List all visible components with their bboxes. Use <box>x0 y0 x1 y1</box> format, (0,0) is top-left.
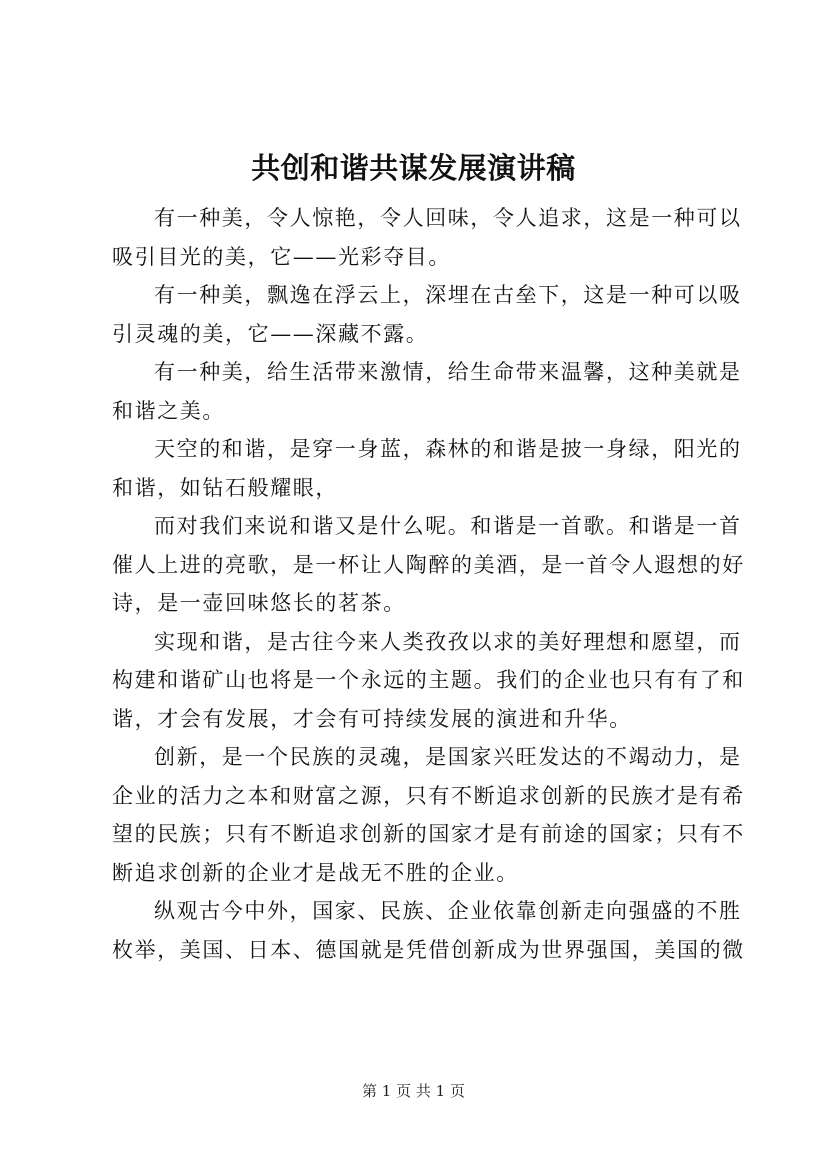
paragraph-4 <box>112 430 742 507</box>
paragraph-line: 枚举，美国、日本、德国就是凭借创新成为世界强国，美国的微 <box>112 937 745 962</box>
paragraph-2 <box>112 276 742 353</box>
paragraph-line: 构建和谐矿山也将是一个永远的主题。我们的企业也只有有了和 <box>112 668 745 692</box>
paragraph-line: 望的民族；只有不断追求创新的国家才是有前途的国家；只有不 <box>112 822 745 846</box>
paragraph-8 <box>112 892 745 969</box>
paragraph-1 <box>112 199 742 276</box>
paragraph-3 <box>112 353 742 430</box>
paragraph-line: 引灵魂的美，它——深藏不露。 <box>112 321 429 346</box>
paragraph-7 <box>112 738 745 892</box>
paragraph-line: 实现和谐，是古往今来人类孜孜以求的美好理想和愿望，而 <box>154 629 742 654</box>
paragraph-line: 催人上进的亮歌，是一杯让人陶醉的美酒，是一首令人遐想的好 <box>112 552 745 577</box>
paragraph-line: 谐，才会有发展，才会有可持续发展的演进和升华。 <box>112 706 632 731</box>
paragraph-line: 和谐，如钻石般耀眼， <box>112 475 338 500</box>
document-body <box>112 199 745 969</box>
document-title: 共创和谐共谋发展演讲稿 <box>251 151 576 185</box>
paragraph-line: 有一种美，飘逸在浮云上，深埋在古垒下，这是一种可以吸 <box>154 283 742 307</box>
paragraph-line: 诗，是一壶回味悠长的茗茶。 <box>112 591 406 615</box>
paragraph-5 <box>112 507 745 623</box>
paragraph-line: 企业的活力之本和财富之源，只有不断追求创新的民族才是有希 <box>112 783 745 808</box>
paragraph-line: 而对我们来说和谐又是什么呢。和谐是一首歌。和谐是一首 <box>154 514 742 538</box>
paragraph-6 <box>112 623 745 739</box>
paragraph-line: 吸引目光的美，它——光彩夺目。 <box>112 244 451 269</box>
paragraph-line: 创新，是一个民族的灵魂，是国家兴旺发达的不竭动力，是 <box>154 745 742 769</box>
paragraph-line: 断追求创新的企业才是战无不胜的企业。 <box>112 860 519 885</box>
paragraph-line: 天空的和谐，是穿一身蓝，森林的和谐是披一身绿，阳光的 <box>154 437 742 461</box>
page-number-footer: 第 1 页 共 1 页 <box>362 1082 465 1100</box>
paragraph-line: 纵观古今中外，国家、民族、企业依靠创新走向强盛的不胜 <box>154 899 742 923</box>
paragraph-line: 有一种美，令人惊艳，令人回味，令人追求，这是一种可以 <box>154 206 742 230</box>
paragraph-line: 有一种美，给生活带来激情，给生命带来温馨，这种美就是 <box>154 360 742 384</box>
paragraph-line: 和谐之美。 <box>112 398 225 423</box>
